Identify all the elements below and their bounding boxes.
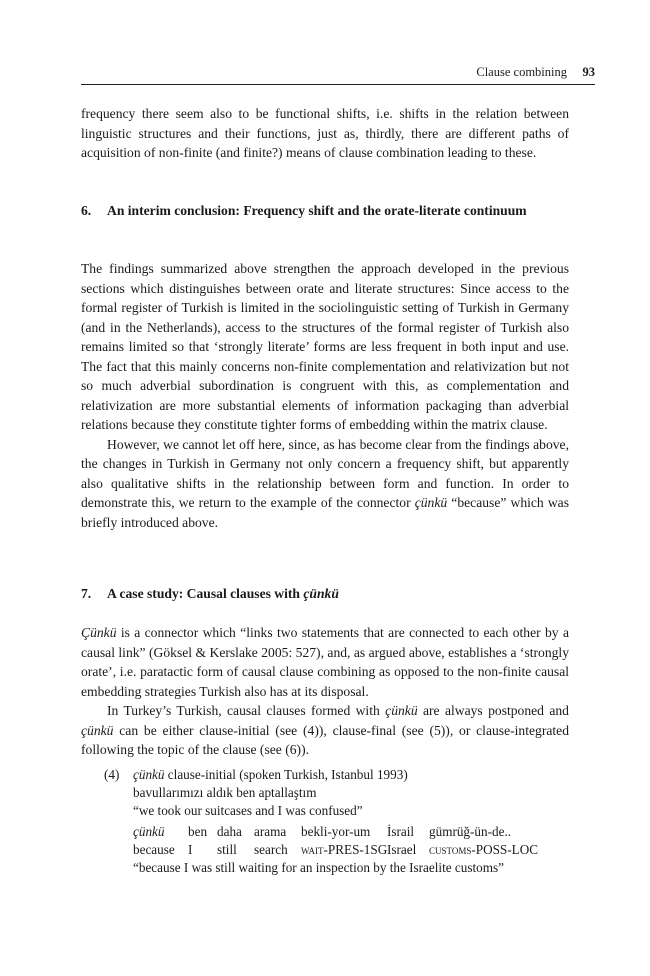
term-cunku: Çünkü bbox=[81, 625, 117, 640]
example-number: (4) bbox=[104, 767, 120, 782]
gloss-word: çünkü bbox=[133, 824, 165, 840]
section-7-title bbox=[107, 584, 569, 604]
term-cunku: çünkü bbox=[414, 495, 448, 510]
example-translation-2: “because I was still waiting for an inspection by the Israelite customs” bbox=[133, 859, 504, 875]
text-run: is a connector which “links two statements that are connected to each other by a causal link” (Göksel & Kerslake 2005: 527), and, as argued above, establishes a ‘strongly orate’, i.e. paratactic form of causal clause combining as opposed to the non-finite causal embedding strategies Turkish also has at its disposal. bbox=[81, 625, 569, 699]
running-header bbox=[81, 62, 595, 85]
section-6-body bbox=[81, 259, 569, 532]
gloss-label: because bbox=[133, 842, 175, 858]
text-run: can be either clause-initial (see (4)), clause-final (see (5)), or clause-integrated following the topic of the clause (see (6)). bbox=[81, 722, 569, 757]
gloss-label: Israel bbox=[387, 842, 417, 858]
gloss-word: İsrail bbox=[387, 824, 415, 840]
gloss-label: still bbox=[217, 842, 237, 858]
gloss-label: I bbox=[188, 842, 193, 858]
section-6-heading bbox=[81, 201, 569, 221]
text-run: However, we cannot let off here, since, as has become clear from the findings above, the changes in Turkish in Germany not only concern a frequency shift, but apparently also qualitative shifts in the relationship between form and function. In order to demonstrate this, we return to the example of the connector bbox=[81, 436, 569, 510]
example-translation-1: “we took our suitcases and I was confused” bbox=[133, 802, 363, 818]
section-7-body bbox=[81, 623, 569, 760]
section-7-paragraph-1 bbox=[81, 623, 569, 701]
intro-paragraph-block bbox=[81, 104, 569, 163]
example-heading bbox=[133, 766, 574, 784]
gloss-word: daha bbox=[217, 824, 242, 840]
gloss-label: customs-POSS-LOC bbox=[429, 842, 539, 858]
section-6-title: An interim conclusion: Frequency shift and the orate-literate continuum bbox=[107, 203, 527, 218]
intro-paragraph: frequency there seem also to be functional shifts, i.e. shifts in the relation between linguistic structures and their functions, just as, thirdly, there are different paths of acquisition of non-finite (and finite?) means of clause combination leading to these. bbox=[81, 106, 569, 160]
gloss-glosses-row bbox=[133, 841, 574, 859]
running-title: Clause combining bbox=[476, 65, 567, 79]
gloss-label: search bbox=[254, 842, 288, 858]
text-run: In Turkey’s Turkish, causal clauses formed with bbox=[107, 703, 386, 718]
gloss-word: arama bbox=[254, 824, 287, 840]
example-term: çünkü bbox=[133, 767, 165, 782]
section-6-paragraph-2 bbox=[81, 435, 569, 533]
text-run: are always postponed and bbox=[417, 703, 569, 718]
term-cunku: çünkü bbox=[81, 722, 114, 738]
example-heading-text: clause-initial (spoken Turkish, Istanbul 1993) bbox=[164, 767, 408, 782]
section-7-heading bbox=[81, 584, 569, 604]
page-number: 93 bbox=[582, 65, 595, 79]
text-run: “because” which was briefly introduced above. bbox=[81, 495, 569, 530]
gloss-word: bekli-yor-um bbox=[301, 824, 371, 840]
gloss-label: wait-PRES-1SG bbox=[301, 842, 388, 858]
section-6-number: 6. bbox=[81, 203, 92, 218]
term-cunku: çünkü bbox=[385, 703, 418, 718]
section-7-number: 7. bbox=[81, 586, 92, 601]
gloss-word: gümrüğ-ün-de.. bbox=[429, 824, 512, 840]
example-line-1: bavullarımızı aldık ben aptallaştım bbox=[133, 784, 317, 800]
section-7-paragraph-2 bbox=[81, 701, 569, 760]
title-term: çünkü bbox=[303, 586, 339, 601]
example-body bbox=[133, 766, 574, 877]
example-4 bbox=[104, 766, 574, 877]
section-6-paragraph-1: The findings summarized above strengthen the approach developed in the previous sections which distinguishes between orate and literate structures: Since access to the formal register of Turkish is limited in the sociolinguistic setting of Turkish in Germany (and in the Netherlands), access to the structures of the formal register of Turkish also remains limited so that ‘strongly literate’ forms are less frequent in both input and use. The fact that this mainly concerns non-finite complementation and relativization but not so much adverbial subordination is congruent with this, as complementation and relativization are more substantial elements of information packaging than adverbial relations because they constitute tighter forms of embedding within the matrix clause. bbox=[81, 261, 569, 432]
gloss-words-row bbox=[133, 823, 574, 841]
gloss-word: ben bbox=[188, 824, 208, 840]
title-text: A case study: Causal clauses with bbox=[107, 586, 304, 601]
